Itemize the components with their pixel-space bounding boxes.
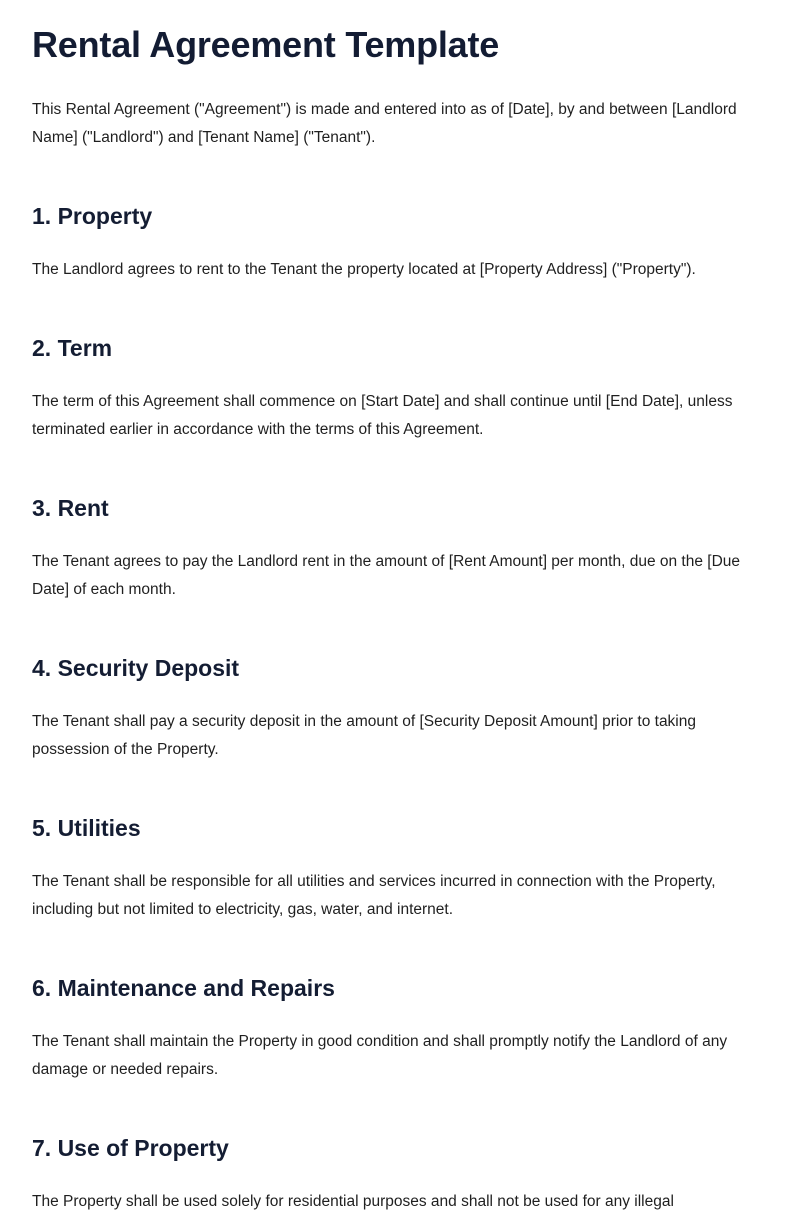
page-title: Rental Agreement Template: [32, 24, 500, 65]
section-heading-property: 1. Property: [32, 203, 153, 229]
section-body-security-deposit: The Tenant shall pay a security deposit in the amount of [Security Deposit Amount] prior to taking possession of the Property.: [32, 713, 696, 758]
section-heading-security-deposit: 4. Security Deposit: [32, 655, 240, 681]
section-heading-rent: 3. Rent: [32, 495, 109, 521]
section-body-maintenance: The Tenant shall maintain the Property in good condition and shall promptly notify the Landlord of any damage or needed repairs.: [32, 1033, 728, 1078]
section-body-utilities: The Tenant shall be responsible for all utilities and services incurred in connection with the Property, including but not limited to electricity, gas, water, and internet.: [32, 873, 716, 918]
section-body-property: The Landlord agrees to rent to the Tenant the property located at [Property Address] ("Property").: [32, 261, 696, 278]
section-body-term: The term of this Agreement shall commence on [Start Date] and shall continue until [End Date], unless terminated earlier in accordance with the terms of this Agreement.: [32, 393, 733, 438]
section-heading-term: 2. Term: [32, 335, 113, 361]
section-body-use-of-property: The Property shall be used solely for residential purposes and shall not be used for any illegal: [32, 1193, 674, 1210]
intro-paragraph: This Rental Agreement ("Agreement") is made and entered into as of [Date], by and between [Landlord Name] ("Landlord") and [Tenant Name] ("Tenant").: [32, 101, 737, 146]
section-heading-maintenance: 6. Maintenance and Repairs: [32, 975, 335, 1001]
section-heading-use-of-property: 7. Use of Property: [32, 1135, 229, 1161]
section-body-rent: The Tenant agrees to pay the Landlord rent in the amount of [Rent Amount] per month, due on the [Due Date] of each month.: [32, 553, 741, 598]
section-heading-utilities: 5. Utilities: [32, 815, 141, 841]
